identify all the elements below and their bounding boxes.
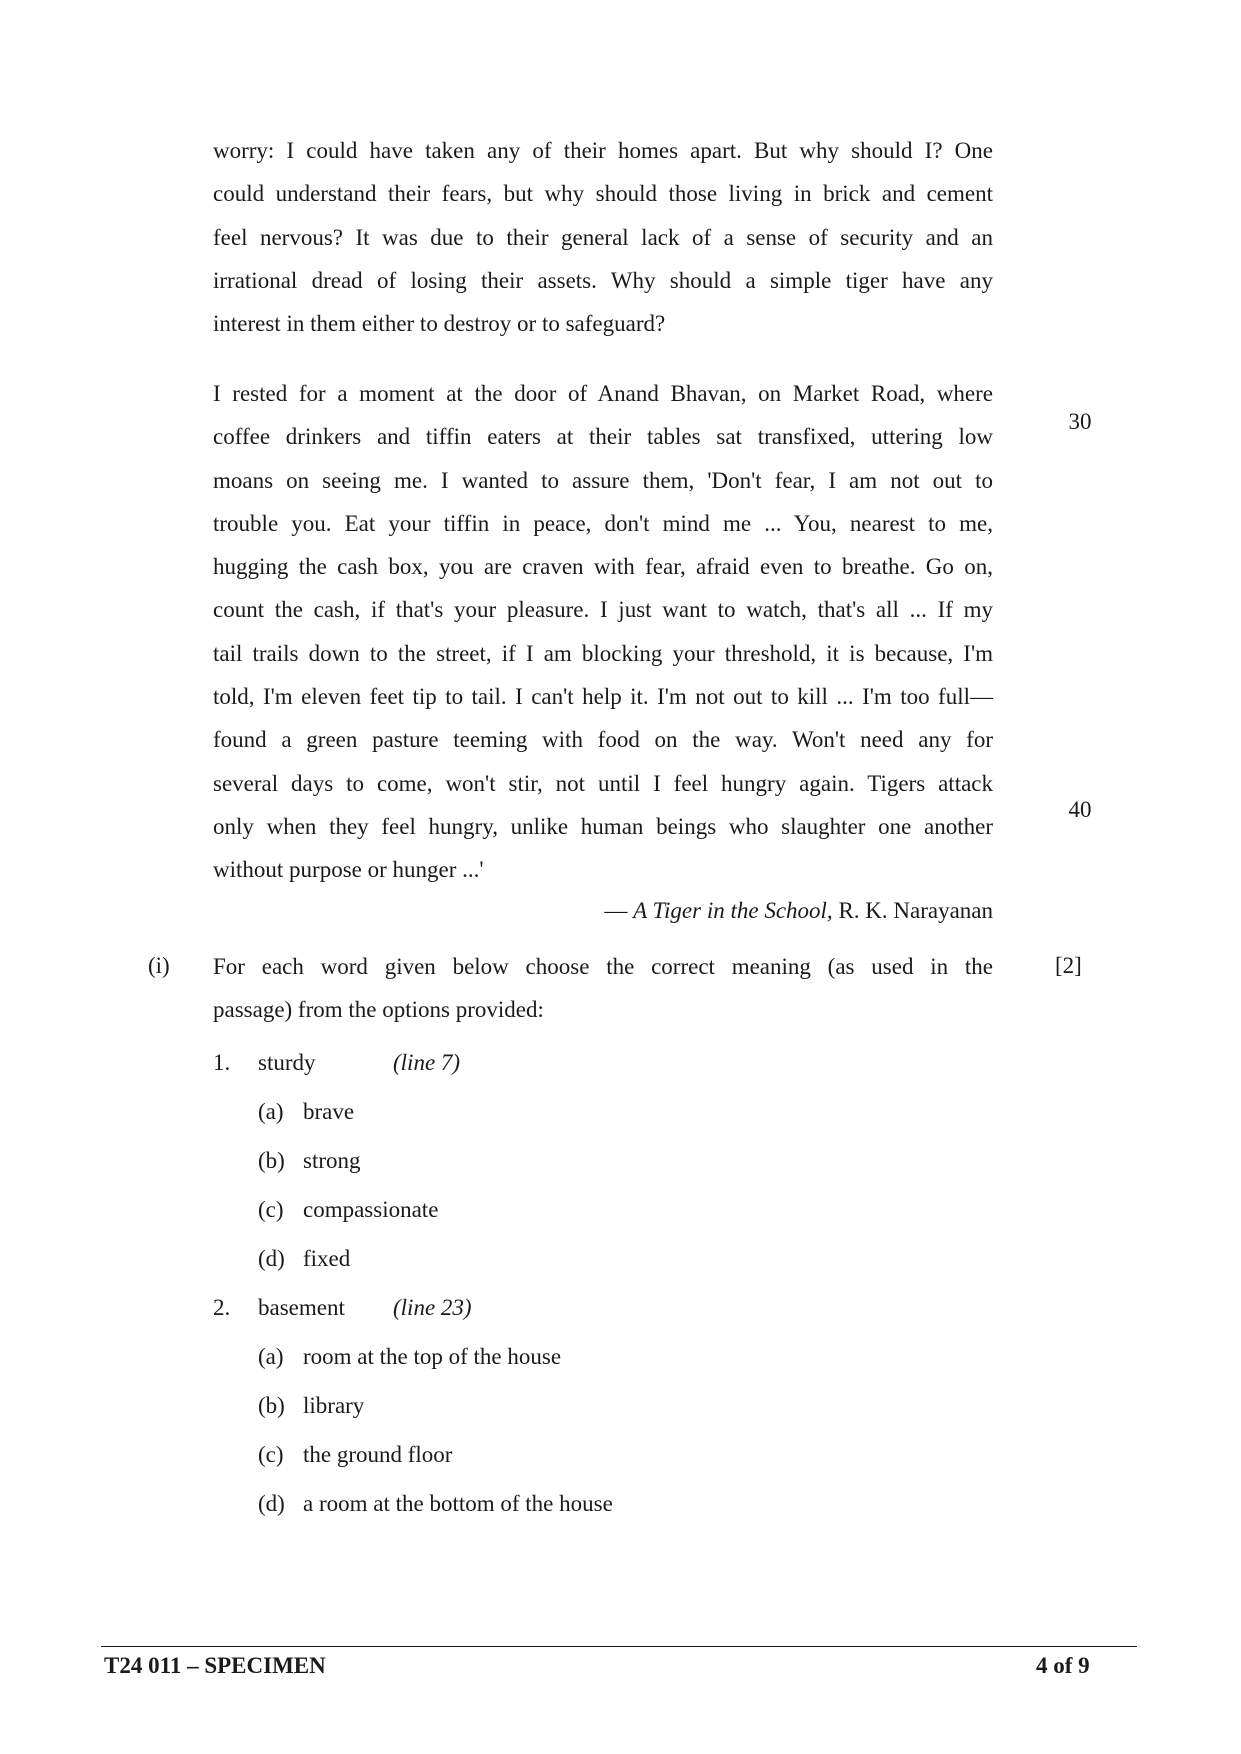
option-label: (b) [258, 1148, 285, 1173]
passage-paragraph-2 [213, 372, 993, 892]
option-text: a room at the bottom of the house [303, 1491, 613, 1516]
passage-line: without purpose or hunger ...' [213, 857, 484, 883]
question-item-2 [213, 1295, 472, 1321]
attribution-title: A Tiger in the School, [633, 898, 833, 923]
paper-code: T24 011 – SPECIMEN [104, 1653, 326, 1678]
item-number: 1. [213, 1050, 231, 1075]
option-2a [258, 1344, 561, 1370]
passage-line: could understand their fears, but why should those living in brick and cement [213, 181, 993, 207]
footer-divider [101, 1646, 1137, 1647]
passage-line: interest in them either to destroy or to safeguard? [213, 311, 666, 337]
option-label: (d) [258, 1246, 285, 1271]
line-number-40: 40 [1068, 797, 1092, 822]
question-text [213, 945, 993, 1032]
passage-line: trouble you. Eat your tiffin in peace, don't mind me ... You, nearest to me, [213, 510, 993, 536]
passage-line: several days to come, won't stir, not until I feel hungry again. Tigers attack [213, 770, 993, 796]
passage-line: moans on seeing me. I wanted to assure them, 'Don't fear, I am not out to [213, 467, 993, 493]
attribution-dash: — [604, 898, 634, 923]
item-line-ref: (line 7) [393, 1050, 461, 1075]
item-line-ref: (line 23) [393, 1295, 472, 1320]
question-line: For each word given below choose the correct meaning (as used in the [213, 954, 993, 979]
option-2d [258, 1491, 613, 1517]
passage-line: hugging the cash box, you are craven with fear, afraid even to breathe. Go on, [213, 554, 993, 580]
passage-line: coffee drinkers and tiffin eaters at their tables sat transfixed, uttering low [213, 424, 993, 450]
passage-line: irrational dread of losing their assets. Why should a simple tiger have any [213, 267, 993, 293]
option-text: brave [303, 1099, 355, 1124]
option-1d [258, 1246, 350, 1272]
passage-line: count the cash, if that's your pleasure. I just want to watch, that's all ... If my [213, 597, 993, 623]
option-text: strong [303, 1148, 361, 1173]
passage-line: found a green pasture teeming with food on the way. Won't need any for [213, 727, 993, 753]
option-label: (c) [258, 1442, 284, 1467]
passage-line: only when they feel hungry, unlike human beings who slaughter one another [213, 813, 993, 839]
option-label: (b) [258, 1393, 285, 1418]
passage-line: worry: I could have taken any of their homes apart. But why should I? One [213, 138, 993, 163]
question-marks: [2] [1055, 953, 1082, 978]
option-1c [258, 1197, 438, 1223]
option-text: room at the top of the house [303, 1344, 562, 1369]
option-2b [258, 1393, 364, 1419]
page-number: 4 of 9 [1036, 1653, 1090, 1678]
passage-attribution [604, 898, 993, 924]
item-number: 2. [213, 1295, 231, 1320]
attribution-author: R. K. Narayanan [832, 898, 993, 923]
question-line: passage) from the options provided: [213, 997, 544, 1023]
passage-line: told, I'm eleven feet tip to tail. I can't help it. I'm not out to kill ... I'm too full— [213, 684, 993, 710]
option-1a [258, 1099, 354, 1125]
question-item-1 [213, 1050, 460, 1076]
option-text: compassionate [303, 1197, 439, 1222]
passage-line: I rested for a moment at the door of Anand Bhavan, on Market Road, where [213, 381, 993, 406]
option-label: (d) [258, 1491, 285, 1516]
option-1b [258, 1148, 361, 1174]
option-text: library [303, 1393, 365, 1418]
option-text: the ground floor [303, 1442, 453, 1467]
passage-line: feel nervous? It was due to their general lack of a sense of security and an [213, 224, 993, 250]
item-word: sturdy [258, 1050, 316, 1075]
item-word: basement [258, 1295, 345, 1320]
option-text: fixed [303, 1246, 351, 1271]
option-2c [258, 1442, 452, 1468]
passage-line: tail trails down to the street, if I am blocking your threshold, it is because, I'm [213, 640, 993, 666]
option-label: (a) [258, 1344, 284, 1369]
line-number-30: 30 [1068, 409, 1092, 434]
option-label: (c) [258, 1197, 284, 1222]
question-label: (i) [148, 953, 170, 978]
option-label: (a) [258, 1099, 284, 1124]
passage-paragraph-1 [213, 129, 993, 345]
